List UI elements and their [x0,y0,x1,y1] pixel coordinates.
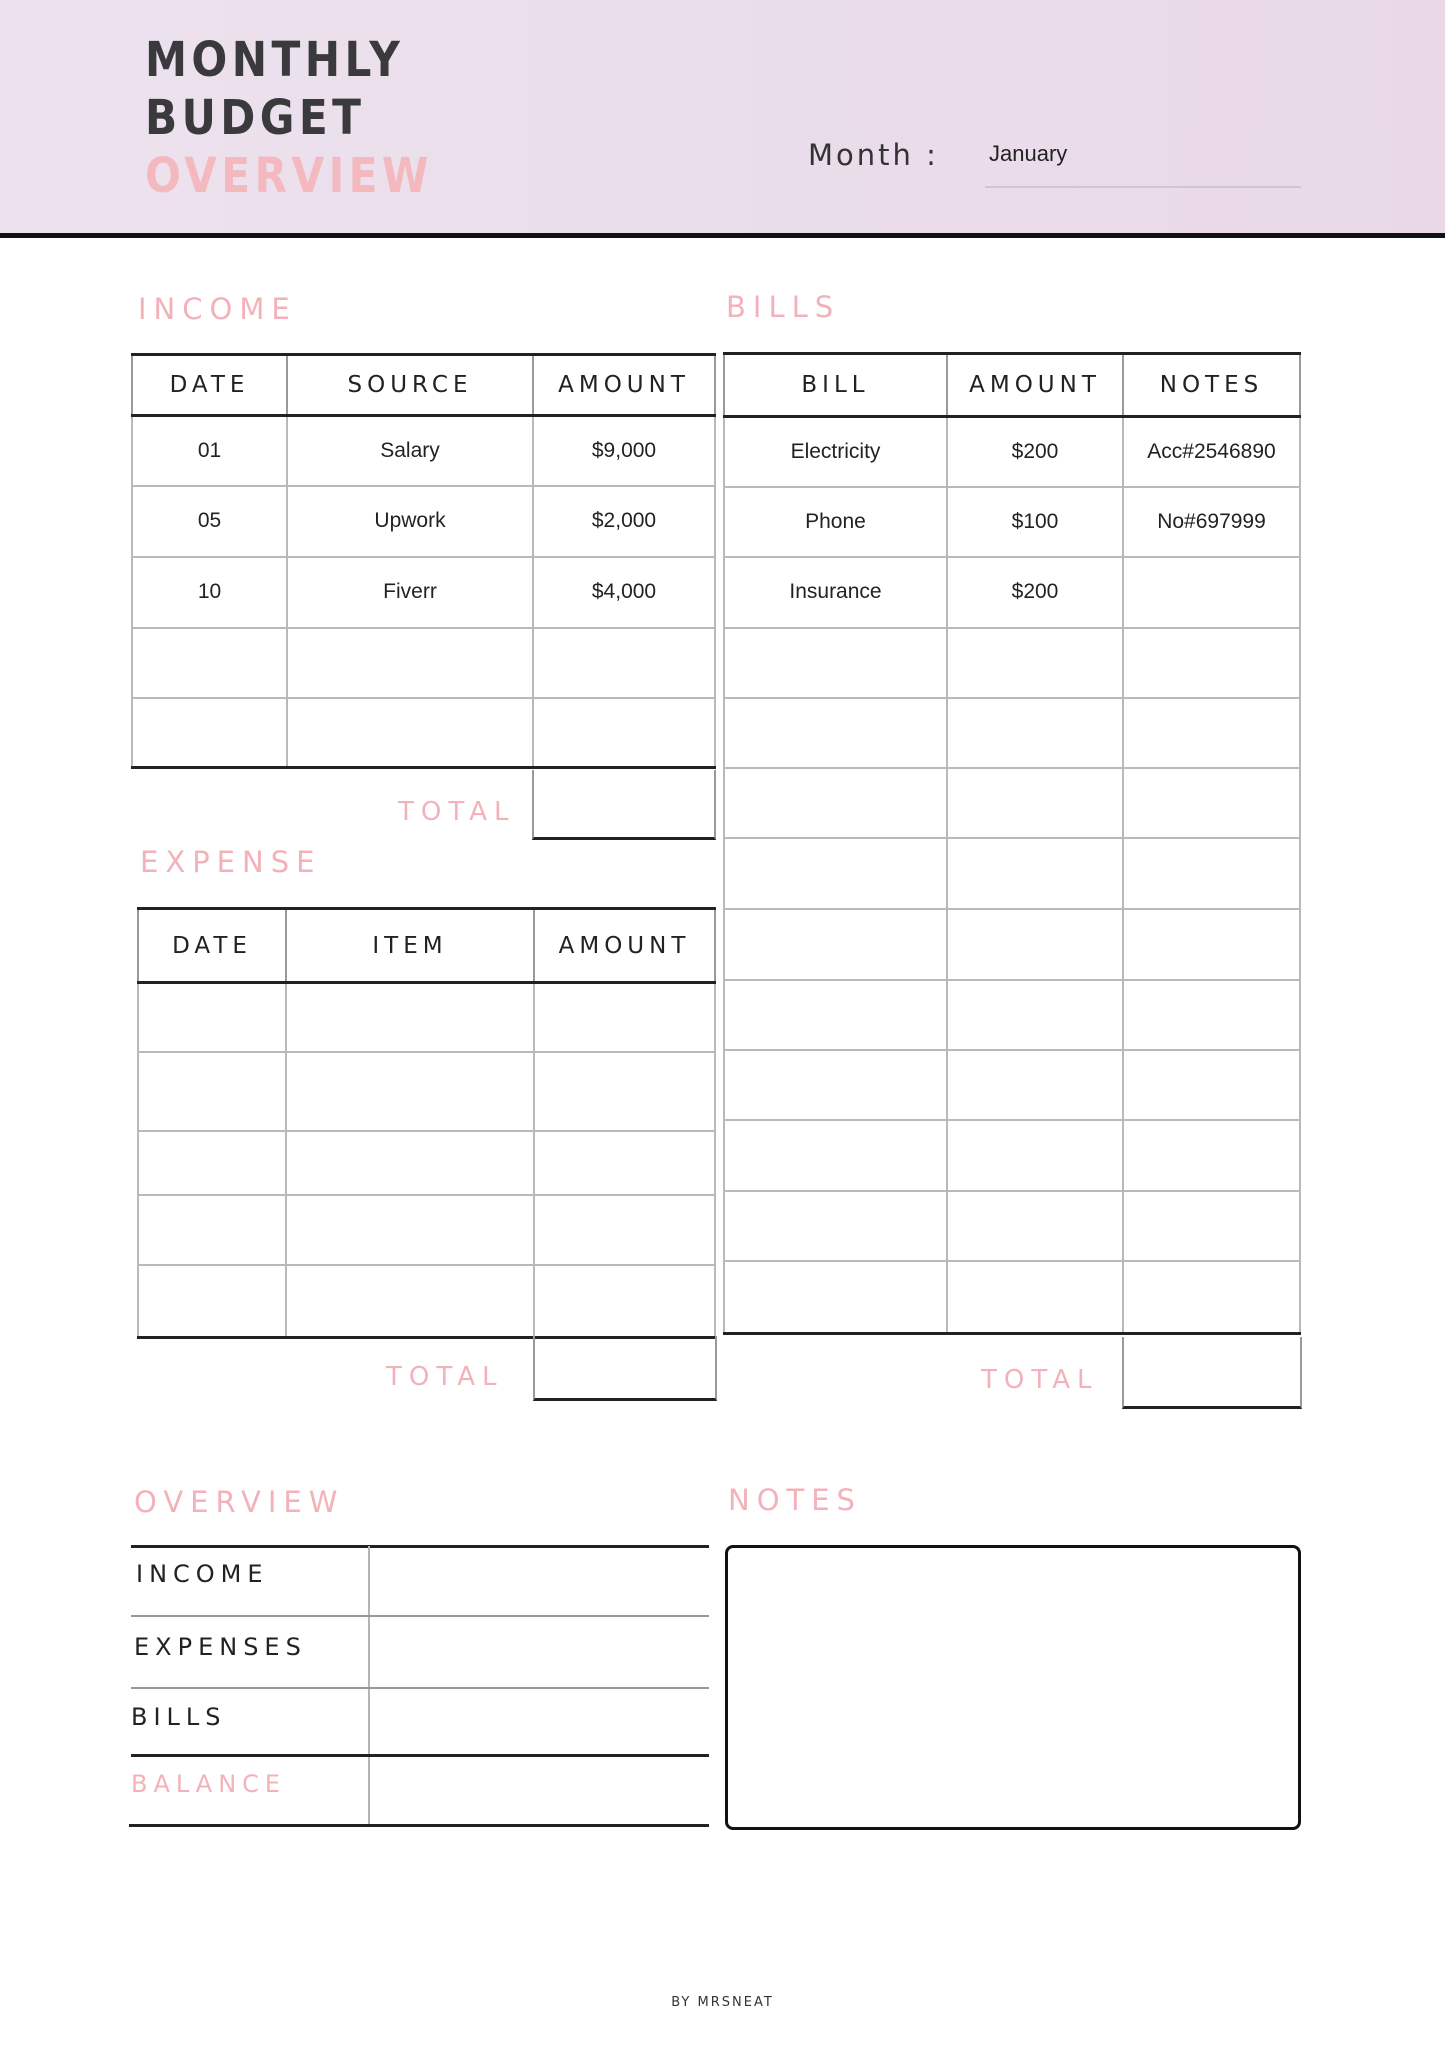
title-budget: BUDGET [145,90,366,146]
table-row [138,1131,715,1195]
bills-cell[interactable] [724,909,947,980]
expense-cell[interactable] [138,983,286,1052]
table-row [724,417,1300,487]
expense-cell[interactable] [286,983,534,1052]
bills-cell[interactable] [947,909,1123,980]
table-row [132,486,715,557]
overview-income-label: INCOME [136,1560,269,1588]
bills-cell[interactable] [1123,1050,1300,1120]
expense-cell[interactable] [534,1131,715,1195]
bills-cell[interactable] [724,698,947,768]
overview-bottom-rule [129,1824,709,1827]
income-col-amount: AMOUNT [533,355,715,416]
income-cell[interactable] [132,628,287,698]
bills-cell[interactable] [724,1191,947,1261]
expense-cell[interactable] [138,1265,286,1338]
bills-cell[interactable]: $100 [947,487,1123,557]
table-row [724,487,1300,557]
header-divider [0,233,1445,238]
month-label: Month : [808,138,939,172]
bills-cell[interactable] [947,1050,1123,1120]
bills-cell[interactable] [947,1120,1123,1191]
bills-cell[interactable]: Electricity [724,417,947,487]
bills-cell[interactable] [947,980,1123,1050]
expense-col-date: DATE [138,909,286,983]
overview-balance-label: BALANCE [131,1770,287,1798]
income-cell[interactable]: Fiverr [287,557,533,628]
bills-cell[interactable] [1123,838,1300,909]
bills-section-title: BILLS [726,290,841,324]
income-cell[interactable]: $4,000 [533,557,715,628]
expense-cell[interactable] [534,1265,715,1338]
overview-income-field[interactable] [372,1548,707,1614]
income-col-date: DATE [132,355,287,416]
income-col-source: SOURCE [287,355,533,416]
title-monthly: MONTHLY [145,32,405,88]
month-underline [985,186,1301,188]
expense-cell[interactable] [534,1052,715,1131]
table-row [132,628,715,698]
bills-cell[interactable]: Acc#2546890 [1123,417,1300,487]
income-table [131,353,716,769]
bills-cell[interactable]: Phone [724,487,947,557]
table-row [724,1191,1300,1261]
bills-total-label: TOTAL [981,1365,1099,1395]
table-row [132,557,715,628]
table-row [138,1195,715,1265]
bills-cell[interactable]: No#697999 [1123,487,1300,557]
income-total-label: TOTAL [398,797,516,827]
bills-cell[interactable] [1123,557,1300,628]
expense-cell[interactable] [138,1131,286,1195]
expense-col-amount: AMOUNT [534,909,715,983]
expense-cell[interactable] [138,1195,286,1265]
overview-bills-field[interactable] [372,1690,707,1753]
expense-total-field[interactable] [533,1336,717,1401]
bills-cell[interactable] [1123,768,1300,838]
table-row [724,1261,1300,1334]
table-row [724,838,1300,909]
table-row [724,980,1300,1050]
income-cell[interactable] [287,628,533,698]
bills-cell[interactable] [724,980,947,1050]
income-cell[interactable] [533,698,715,768]
income-cell[interactable] [132,698,287,768]
income-cell[interactable] [533,628,715,698]
bills-cell[interactable] [724,1261,947,1334]
bills-cell[interactable] [947,768,1123,838]
income-cell[interactable]: Upwork [287,486,533,557]
overview-section-title: OVERVIEW [134,1485,345,1519]
income-cell[interactable]: Salary [287,416,533,486]
income-total-field[interactable] [532,770,716,840]
income-section-title: INCOME [138,292,297,326]
bills-cell[interactable] [1123,1191,1300,1261]
bills-cell[interactable] [1123,1261,1300,1334]
table-row [724,909,1300,980]
income-cell[interactable]: 05 [132,486,287,557]
bills-cell[interactable] [724,1120,947,1191]
month-field[interactable]: January [989,141,1068,166]
bills-total-field[interactable] [1122,1337,1302,1409]
bills-cell[interactable] [947,628,1123,698]
overview-balance-field[interactable] [372,1758,707,1823]
table-row [138,983,715,1052]
expense-cell[interactable] [286,1265,534,1338]
bills-cell[interactable] [947,1261,1123,1334]
bills-cell[interactable] [724,768,947,838]
expense-total-label: TOTAL [386,1362,504,1392]
bills-cell[interactable] [947,698,1123,768]
income-cell[interactable]: 10 [132,557,287,628]
overview-expenses-label: EXPENSES [134,1633,307,1661]
title-overview: OVERVIEW [145,148,433,204]
bills-cell[interactable] [724,628,947,698]
bills-cell[interactable] [724,838,947,909]
bills-col-bill: BILL [724,354,947,417]
expense-cell[interactable] [286,1131,534,1195]
table-row [724,768,1300,838]
bills-col-notes: NOTES [1123,354,1300,417]
expense-cell[interactable] [286,1195,534,1265]
bills-table [723,352,1301,1335]
table-row [132,698,715,768]
table-row [138,1265,715,1338]
bills-cell[interactable] [1123,980,1300,1050]
table-row [724,628,1300,698]
table-row [724,1050,1300,1120]
table-row [138,1052,715,1131]
expense-section-title: EXPENSE [140,845,322,879]
expense-cell[interactable] [138,1052,286,1131]
overview-row-divider [131,1687,709,1689]
expense-col-item: ITEM [286,909,534,983]
notes-textarea[interactable] [725,1545,1301,1830]
bills-cell[interactable] [947,1191,1123,1261]
expense-cell[interactable] [286,1052,534,1131]
overview-balance-rule [131,1754,709,1757]
overview-expenses-field[interactable] [372,1618,707,1686]
overview-row-divider [131,1615,709,1617]
table-row [724,1120,1300,1191]
income-cell[interactable]: $2,000 [533,486,715,557]
footer-credit: BY MRSNEAT [671,1995,774,2010]
expense-cell[interactable] [534,1195,715,1265]
income-cell[interactable]: $9,000 [533,416,715,486]
bills-cell[interactable] [1123,1120,1300,1191]
bills-cell[interactable] [1123,628,1300,698]
bills-cell[interactable]: $200 [947,417,1123,487]
bills-cell[interactable]: $200 [947,557,1123,628]
expense-cell[interactable] [534,983,715,1052]
bills-col-amount: AMOUNT [947,354,1123,417]
bills-cell[interactable] [1123,909,1300,980]
income-cell[interactable]: 01 [132,416,287,486]
table-row [724,698,1300,768]
table-row [724,557,1300,628]
income-cell[interactable] [287,698,533,768]
bills-cell[interactable] [947,838,1123,909]
table-row [132,416,715,486]
expense-table [137,907,716,1339]
bills-cell[interactable] [724,1050,947,1120]
notes-section-title: NOTES [728,1483,862,1517]
bills-cell[interactable]: Insurance [724,557,947,628]
bills-cell[interactable] [1123,698,1300,768]
overview-bills-label: BILLS [131,1703,227,1731]
